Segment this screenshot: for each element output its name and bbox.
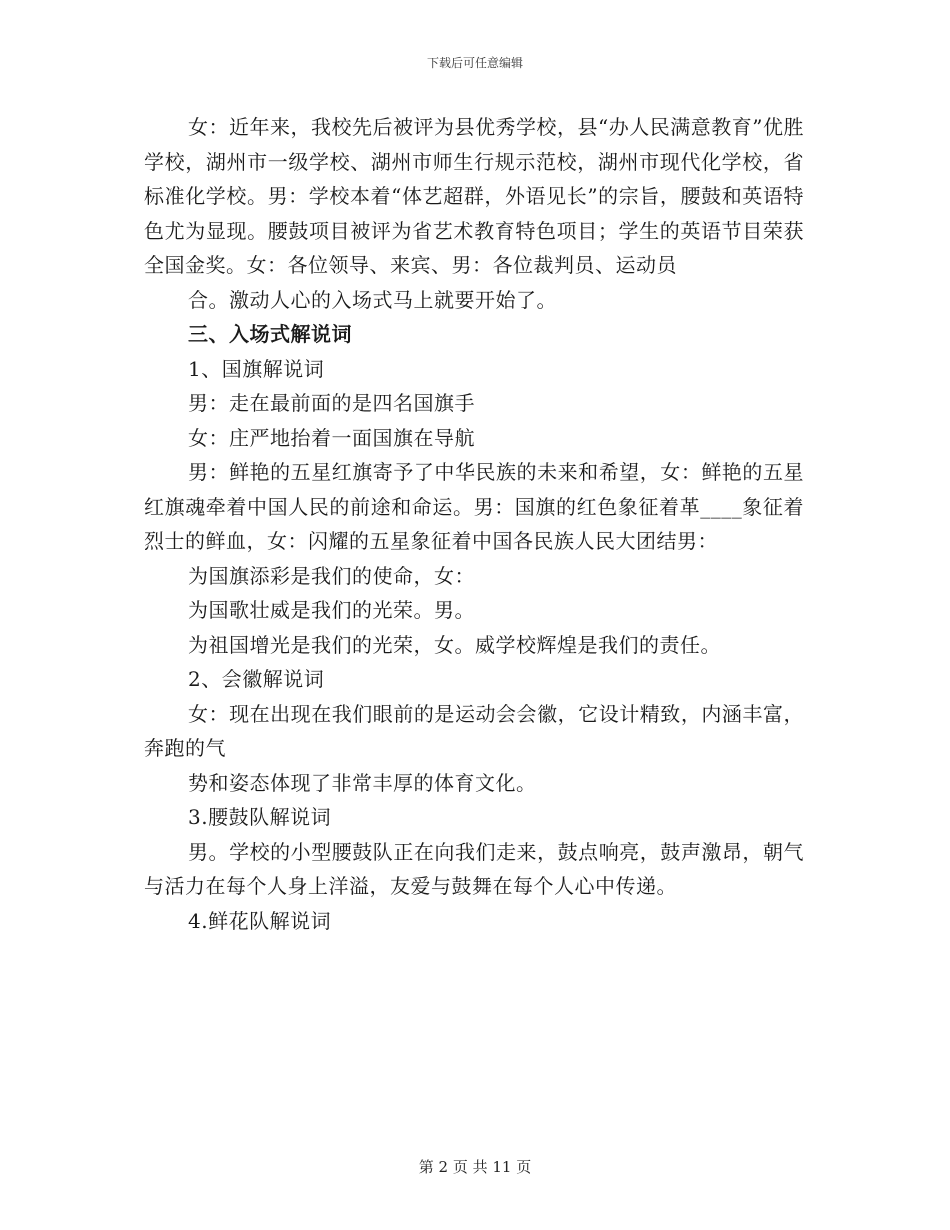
subheading-emblem: 2、会徽解说词 [188, 667, 325, 691]
paragraph-flag-5: 为国歌壮威是我们的光荣。男。 [188, 598, 475, 622]
paragraph-flag-2: 女：庄严地抬着一面国旗在导航 [188, 425, 475, 450]
subheading-flag: 1、国旗解说词 [188, 356, 325, 381]
paragraph-drum-team: 男。学校的小型腰鼓队正在向我们走来，鼓点响亮，鼓声激昂，朝气与活力在每个人身上洋溢，友爱与鼓舞在每个人心中传递。 [144, 839, 804, 898]
paragraph-flag-3: 男：鲜艳的五星红旗寄予了中华民族的未来和希望，女：鲜艳的五星红旗魂牵着中国人民的前途和命运。男：国旗的红色象征着革____象征着烈士的鲜血，女：闪耀的五星象征着中国各民族人民大团结男： [144, 460, 804, 553]
paragraph-flag-4: 为国旗添彩是我们的使命，女： [188, 563, 475, 588]
section-heading-entrance: 三、入场式解说词 [188, 322, 352, 346]
paragraph-flag-1: 男：走在最前面的是四名国旗手 [188, 391, 475, 415]
document-body [144, 110, 804, 938]
subheading-drum-team: 3.腰鼓队解说词 [188, 805, 332, 829]
paragraph-emblem-1: 女：现在出现在我们眼前的是运动会会徽，它设计精致，内涵丰富，奔跑的气 [144, 701, 804, 760]
paragraph-emblem-2: 势和姿态体现了非常丰厚的体育文化。 [188, 770, 537, 795]
subheading-flower-team: 4.鲜花队解说词 [188, 908, 332, 933]
paragraph-flag-6: 为祖国增光是我们的光荣，女。威学校辉煌是我们的责任。 [188, 632, 721, 657]
page-footer: 第 2 页 共 11 页 [418, 1158, 532, 1176]
page-header: 下载后可任意编辑 [426, 56, 523, 70]
paragraph-intro: 女：近年来，我校先后被评为县优秀学校，县“办人民满意教育”优胜学校，湖州市一级学校、湖州市师生行规示范校，湖州市现代化学校，省标准化学校。男：学校本着“体艺超群，外语见长”的宗旨，腰鼓和英语特色尤为显现。腰鼓项目被评为省艺术教育特色项目；学生的英语节目荣获全国金奖。女：各位领导、来宾、男：各位裁判员、运动员 [144, 115, 804, 277]
paragraph-opening: 合。激动人心的入场式马上就要开始了。 [188, 287, 557, 312]
